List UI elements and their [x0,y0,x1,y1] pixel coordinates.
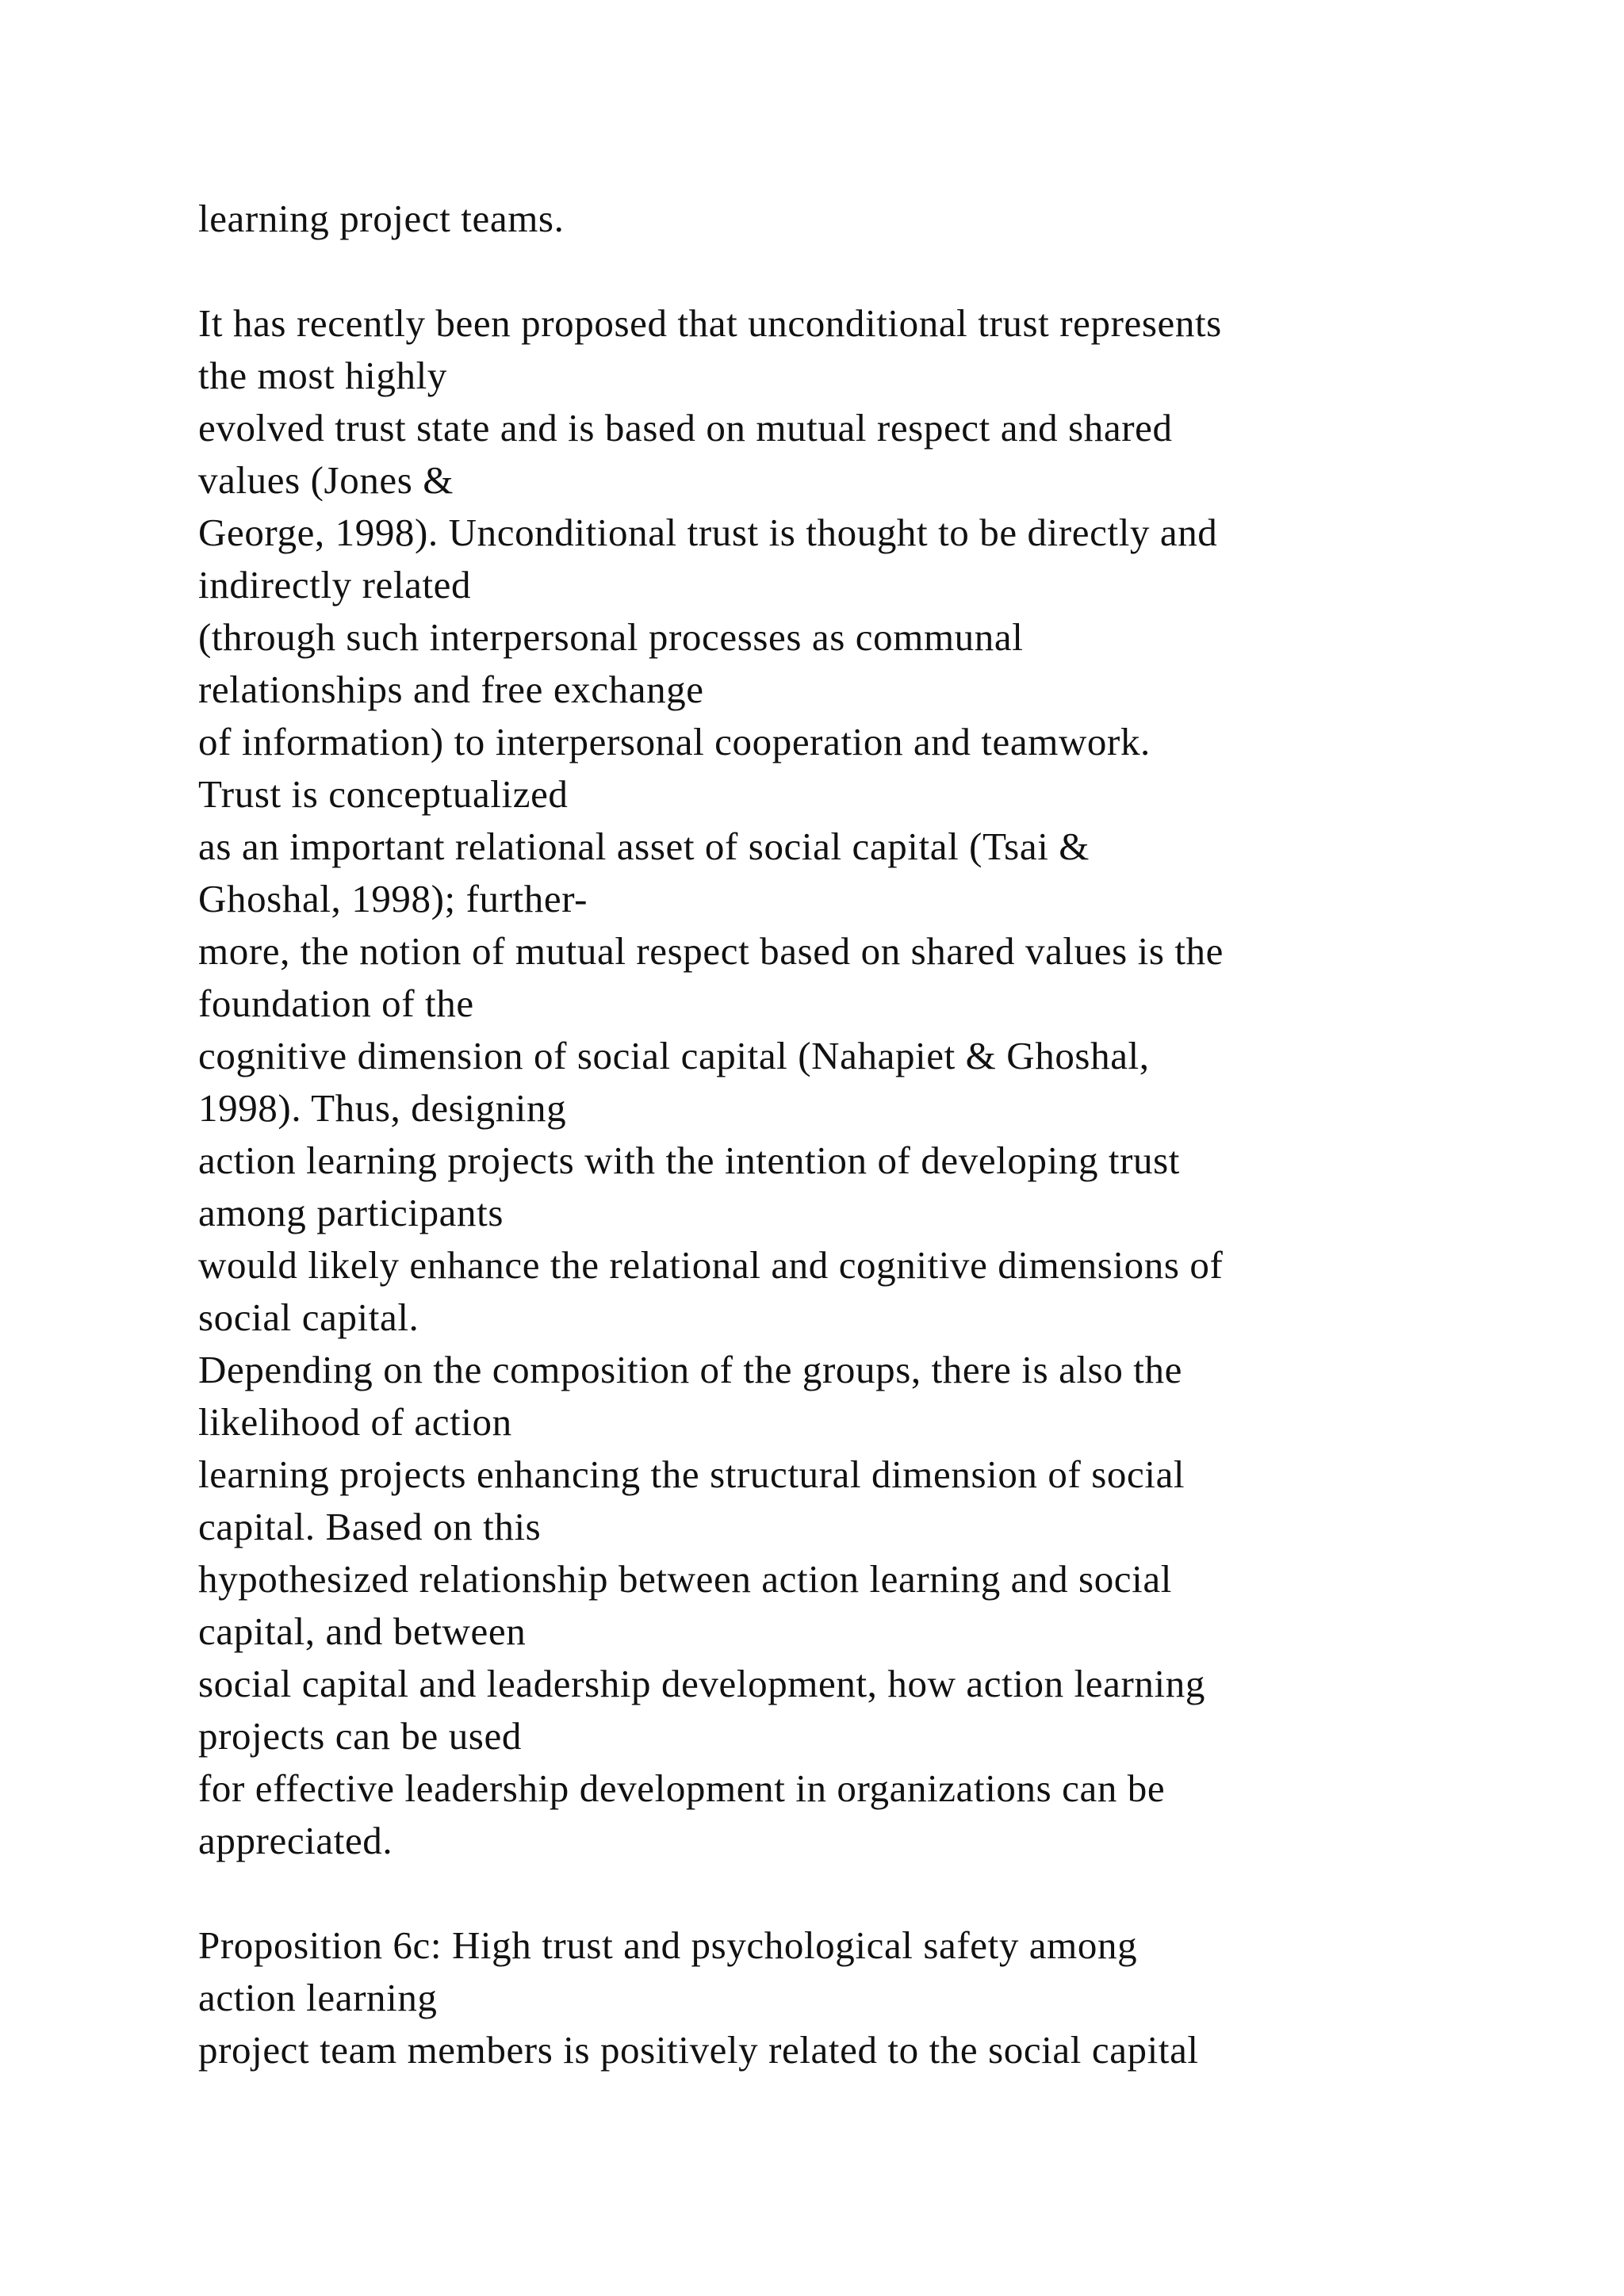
blank-line [198,1867,1594,1919]
text-line: would likely enhance the relational and cognitive dimensions of [198,1243,1224,1287]
text-line: George, 1998). Unconditional trust is thought to be directly and [198,511,1218,554]
text-line: relationships and free exchange [198,668,704,711]
text-line: capital, and between [198,1609,527,1653]
document-body-text [198,193,1594,2076]
text-line: likelihood of action [198,1400,512,1444]
text-line: for effective leadership development in organizations can be [198,1766,1166,1810]
text-line: 1998). Thus, designing [198,1086,567,1130]
blank-line [198,245,1594,297]
text-line: project team members is positively related to the social capital [198,2028,1199,2072]
text-line: appreciated. [198,1819,393,1862]
text-line: Trust is conceptualized [198,772,569,816]
text-line: evolved trust state and is based on mutual respect and shared [198,406,1173,450]
text-line: among participants [198,1191,504,1234]
text-line: more, the notion of mutual respect based on shared values is the [198,929,1224,973]
text-line: Depending on the composition of the groups, there is also the [198,1348,1182,1391]
text-line: learning project teams. [198,197,565,240]
text-line: social capital and leadership development, how action learning [198,1662,1205,1705]
text-line: action learning projects with the intention of developing trust [198,1138,1181,1182]
text-line: projects can be used [198,1714,522,1758]
text-line: the most highly [198,354,447,397]
text-line: foundation of the [198,982,474,1025]
text-line: as an important relational asset of social capital (Tsai & [198,825,1090,868]
text-line: values (Jones & [198,458,454,502]
text-line: action learning [198,1976,438,2019]
text-line: hypothesized relationship between action learning and social [198,1557,1172,1601]
text-line: cognitive dimension of social capital (Nahapiet & Ghoshal, [198,1034,1150,1077]
text-line: Ghoshal, 1998); further- [198,877,588,920]
text-line: capital. Based on this [198,1505,542,1548]
text-line: It has recently been proposed that unconditional trust represents [198,301,1222,345]
text-line: learning projects enhancing the structural dimension of social [198,1452,1185,1496]
text-line: (through such interpersonal processes as communal [198,615,1024,659]
text-line: indirectly related [198,563,472,607]
text-line: Proposition 6c: High trust and psychological safety among [198,1923,1138,1967]
text-line: social capital. [198,1295,419,1339]
text-line: of information) to interpersonal cooperation and teamwork. [198,720,1151,763]
